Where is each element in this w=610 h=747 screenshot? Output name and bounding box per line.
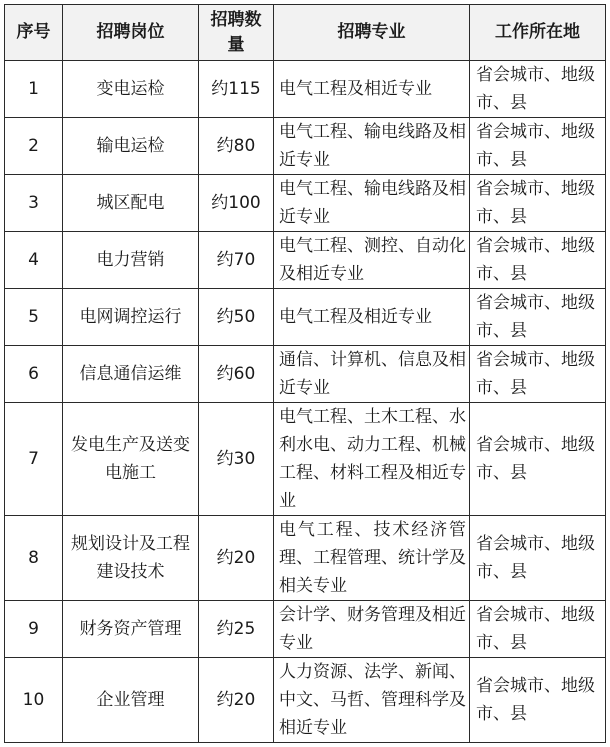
header-index: 序号 (5, 5, 63, 61)
cell-location: 省会城市、地级市、县 (470, 403, 606, 516)
cell-count: 约25 (199, 601, 274, 658)
recruitment-table (4, 4, 606, 743)
cell-position: 电力营销 (63, 232, 199, 289)
table-row (5, 232, 606, 289)
table-row (5, 658, 606, 743)
cell-location: 省会城市、地级市、县 (470, 232, 606, 289)
cell-major: 电气工程、土木工程、水利水电、动力工程、机械工程、材料工程及相近专业 (274, 403, 470, 516)
table-row (5, 601, 606, 658)
cell-location: 省会城市、地级市、县 (470, 601, 606, 658)
cell-count: 约30 (199, 403, 274, 516)
cell-location: 省会城市、地级市、县 (470, 61, 606, 118)
cell-major: 通信、计算机、信息及相近专业 (274, 346, 470, 403)
cell-index: 8 (5, 516, 63, 601)
table-row (5, 403, 606, 516)
header-count: 招聘数量 (199, 5, 274, 61)
cell-major: 电气工程、输电线路及相近专业 (274, 118, 470, 175)
cell-index: 2 (5, 118, 63, 175)
cell-major: 电气工程及相近专业 (274, 61, 470, 118)
cell-major: 电气工程、技术经济管理、工程管理、统计学及相关专业 (274, 516, 470, 601)
cell-position: 规划设计及工程建设技术 (63, 516, 199, 601)
cell-location: 省会城市、地级市、县 (470, 658, 606, 743)
cell-major: 人力资源、法学、新闻、中文、马哲、管理科学及相近专业 (274, 658, 470, 743)
cell-count: 约60 (199, 346, 274, 403)
header-location: 工作所在地 (470, 5, 606, 61)
cell-position: 城区配电 (63, 175, 199, 232)
cell-index: 6 (5, 346, 63, 403)
cell-position: 电网调控运行 (63, 289, 199, 346)
cell-location: 省会城市、地级市、县 (470, 175, 606, 232)
cell-location: 省会城市、地级市、县 (470, 118, 606, 175)
cell-count: 约50 (199, 289, 274, 346)
cell-major: 电气工程、测控、自动化及相近专业 (274, 232, 470, 289)
cell-index: 9 (5, 601, 63, 658)
cell-position: 变电运检 (63, 61, 199, 118)
cell-count: 约70 (199, 232, 274, 289)
cell-index: 4 (5, 232, 63, 289)
table-row (5, 516, 606, 601)
cell-major: 电气工程及相近专业 (274, 289, 470, 346)
cell-count: 约115 (199, 61, 274, 118)
header-major: 招聘专业 (274, 5, 470, 61)
cell-index: 10 (5, 658, 63, 743)
cell-count: 约80 (199, 118, 274, 175)
cell-location: 省会城市、地级市、县 (470, 346, 606, 403)
table-row (5, 175, 606, 232)
cell-major: 电气工程、输电线路及相近专业 (274, 175, 470, 232)
cell-position: 输电运检 (63, 118, 199, 175)
cell-count: 约100 (199, 175, 274, 232)
cell-count: 约20 (199, 658, 274, 743)
cell-major: 会计学、财务管理及相近专业 (274, 601, 470, 658)
table-row (5, 346, 606, 403)
table-body (5, 61, 606, 743)
table-row (5, 118, 606, 175)
table-row (5, 61, 606, 118)
cell-position: 财务资产管理 (63, 601, 199, 658)
cell-position: 信息通信运维 (63, 346, 199, 403)
cell-index: 3 (5, 175, 63, 232)
cell-index: 7 (5, 403, 63, 516)
cell-count: 约20 (199, 516, 274, 601)
cell-location: 省会城市、地级市、县 (470, 516, 606, 601)
table-row (5, 289, 606, 346)
cell-position: 发电生产及送变电施工 (63, 403, 199, 516)
header-row (5, 5, 606, 61)
table-header (5, 5, 606, 61)
cell-position: 企业管理 (63, 658, 199, 743)
cell-index: 5 (5, 289, 63, 346)
cell-location: 省会城市、地级市、县 (470, 289, 606, 346)
cell-index: 1 (5, 61, 63, 118)
header-position: 招聘岗位 (63, 5, 199, 61)
